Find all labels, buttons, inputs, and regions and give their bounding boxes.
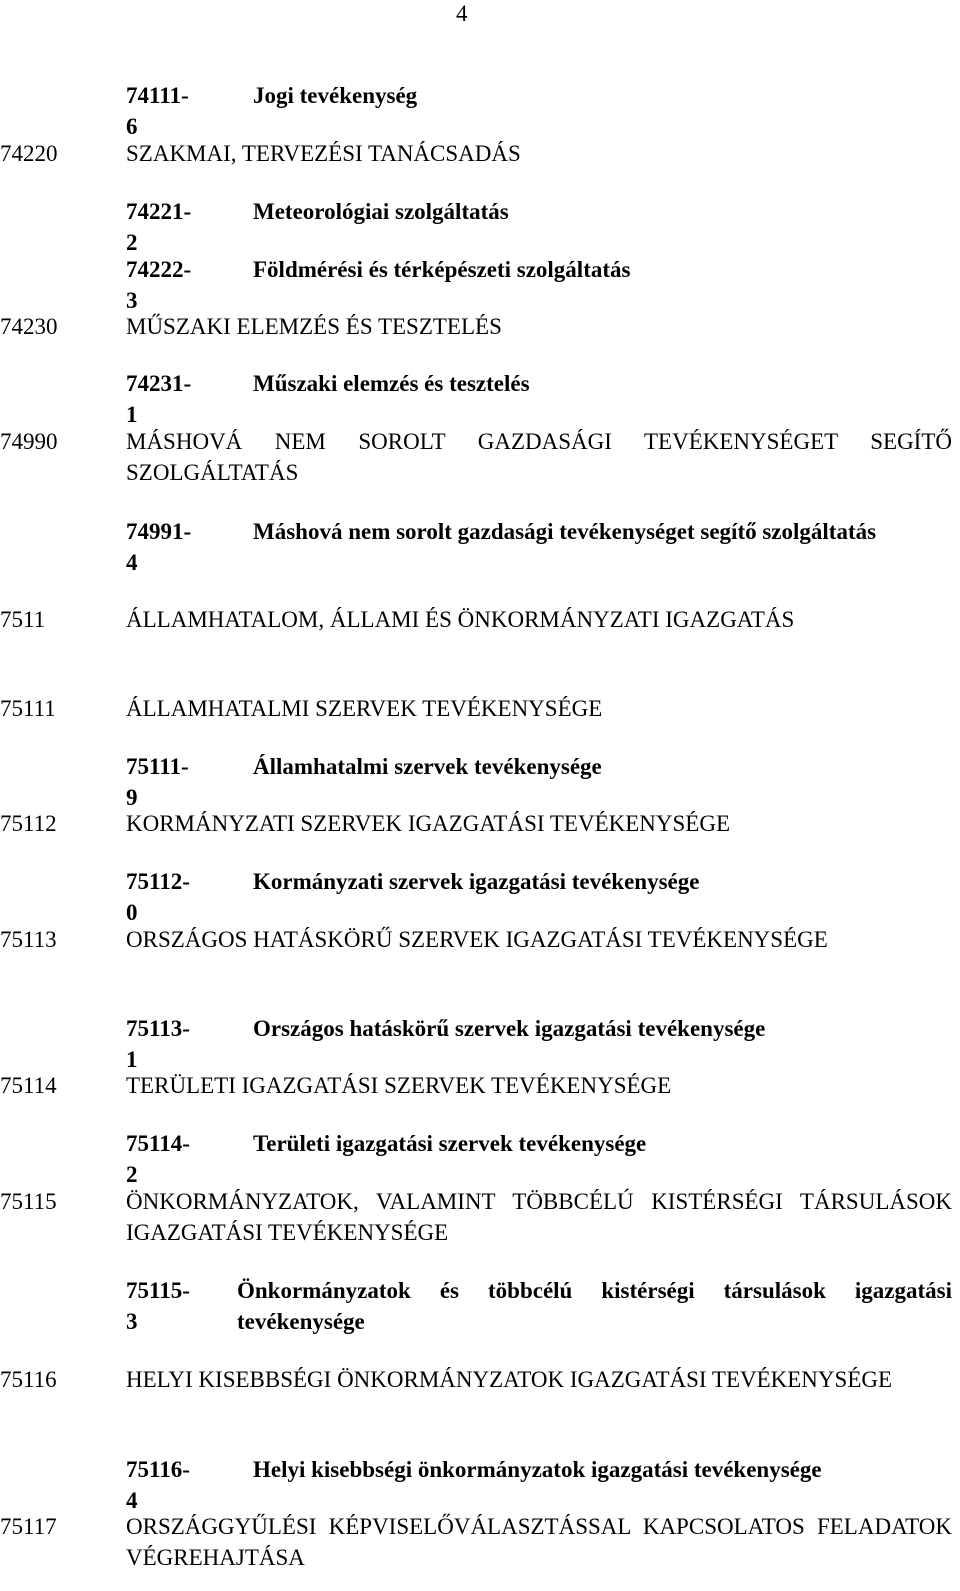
- activity-code: 75112-0: [126, 869, 190, 925]
- activity-text: Helyi kisebbségi önkormányzatok igazgatási tevékenysége: [253, 1457, 822, 1482]
- section-code: 74990: [0, 429, 58, 454]
- section-code: 74230: [0, 314, 58, 339]
- section-code: 75117: [0, 1514, 57, 1539]
- section-title: ÖNKORMÁNYZATOK, VALAMINT TÖBBCÉLÚ KISTÉRSÉGI TÁRSULÁSOK IGAZGATÁSI TEVÉKENYSÉGE: [126, 1189, 952, 1245]
- activity-text: Máshová nem sorolt gazdasági tevékenységet segítő szolgáltatás: [253, 519, 877, 544]
- page-number: 4: [456, 1, 468, 26]
- activity-code: 74991-4: [126, 519, 192, 575]
- activity-text: Országos hatáskörű szervek igazgatási tevékenysége: [253, 1016, 766, 1041]
- activity-text: Területi igazgatási szervek tevékenysége: [253, 1131, 647, 1156]
- section-title: ÁLLAMHATALMI SZERVEK TEVÉKENYSÉGE: [126, 696, 603, 721]
- section-title: HELYI KISEBBSÉGI ÖNKORMÁNYZATOK IGAZGATÁSI TEVÉKENYSÉGE: [126, 1367, 893, 1392]
- activity-text: Jogi tevékenység: [253, 83, 418, 108]
- activity-text: Államhatalmi szervek tevékenysége: [253, 754, 602, 779]
- section-title: ÁLLAMHATALOM, ÁLLAMI ÉS ÖNKORMÁNYZATI IGAZGATÁS: [126, 607, 795, 632]
- section-code: 75112: [0, 811, 57, 836]
- activity-code: 74222-3: [126, 257, 192, 313]
- section-title: TERÜLETI IGAZGATÁSI SZERVEK TEVÉKENYSÉGE: [126, 1073, 672, 1098]
- activity-code: 75116-4: [126, 1457, 190, 1513]
- activity-code: 75113-1: [126, 1016, 190, 1072]
- section-title: MÁSHOVÁ NEM SOROLT GAZDASÁGI TEVÉKENYSÉGET SEGÍTŐ SZOLGÁLTATÁS: [126, 429, 952, 485]
- activity-text: Önkormányzatok és többcélú kistérségi társulások igazgatási tevékenysége: [237, 1278, 952, 1334]
- section-code: 75115: [0, 1189, 57, 1214]
- activity-code: 74221-2: [126, 199, 192, 255]
- section-code: 74220: [0, 141, 58, 166]
- activity-code: 75111-9: [126, 754, 189, 810]
- activity-code: 74111-6: [126, 83, 189, 139]
- activity-text: Meteorológiai szolgáltatás: [253, 199, 509, 224]
- activity-text: Földmérési és térképészeti szolgáltatás: [253, 257, 631, 282]
- activity-code: 74231-1: [126, 371, 192, 427]
- activity-text: Műszaki elemzés és tesztelés: [253, 371, 530, 396]
- section-code: 75111: [0, 696, 56, 721]
- section-title: ORSZÁGGYŰLÉSI KÉPVISELŐVÁLASZTÁSSAL KAPCSOLATOS FELADATOK VÉGREHAJTÁSA: [126, 1514, 952, 1570]
- activity-code: 75114-2: [126, 1131, 190, 1187]
- section-title: SZAKMAI, TERVEZÉSI TANÁCSADÁS: [126, 141, 521, 166]
- activity-code: 75115-3: [126, 1278, 190, 1334]
- section-code: 75113: [0, 927, 57, 952]
- section-code: 75116: [0, 1367, 57, 1392]
- activity-text: Kormányzati szervek igazgatási tevékenysége: [253, 869, 700, 894]
- section-code: 75114: [0, 1073, 57, 1098]
- section-title: KORMÁNYZATI SZERVEK IGAZGATÁSI TEVÉKENYSÉGE: [126, 811, 730, 836]
- section-title: MŰSZAKI ELEMZÉS ÉS TESZTELÉS: [126, 314, 502, 339]
- section-title: ORSZÁGOS HATÁSKÖRŰ SZERVEK IGAZGATÁSI TEVÉKENYSÉGE: [126, 927, 828, 952]
- section-code: 7511: [0, 607, 46, 632]
